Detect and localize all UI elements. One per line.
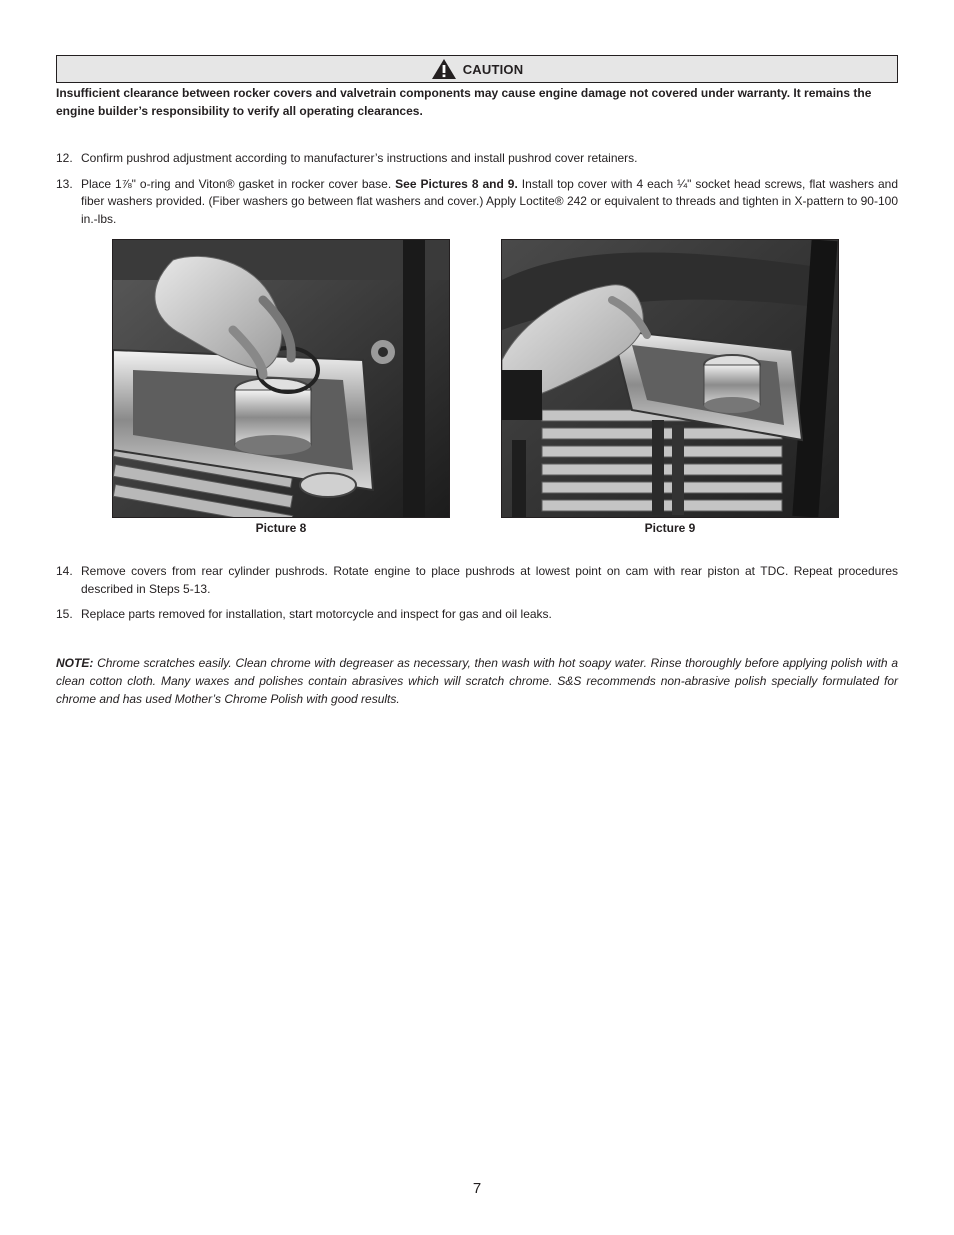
step-text-bold: See Pictures 8 and 9. bbox=[395, 176, 518, 191]
step-14 bbox=[56, 563, 898, 598]
caution-text: Insufficient clearance between rocker covers and valvetrain components may cause engine damage not covered under warranty. It remains the engine builder’s responsibility to verify all operating clearances. bbox=[56, 86, 872, 118]
caution-title: CAUTION bbox=[462, 61, 524, 77]
steps-list-a bbox=[56, 150, 898, 236]
step-number: 12. bbox=[56, 151, 73, 165]
chrome-care-note bbox=[56, 654, 898, 708]
step-15 bbox=[56, 606, 898, 624]
steps-list-b bbox=[56, 563, 898, 632]
step-12 bbox=[56, 150, 898, 168]
step-13 bbox=[56, 176, 898, 229]
note-label: NOTE: bbox=[56, 656, 94, 670]
page-number: 7 bbox=[472, 1180, 482, 1197]
step-number: 14. bbox=[56, 564, 73, 578]
note-text: Chrome scratches easily. Clean chrome with degreaser as necessary, then wash with hot soapy water. Rinse thoroughly before applying polish with a clean cotton cloth. Many waxes and polishes contain abrasives which will scratch chrome. S&S recommends non-abrasive polish specially formulated for chrome and has used Mother’s Chrome Polish with good results. bbox=[56, 656, 898, 706]
step-text-part-b: Install top cover with 4 each ¼" socket head screws, flat washers and fiber washers provided. (Fiber washers go between flat washers and cover.) Apply Loctite® 242 or equivalent to threads and tighten in X-pattern to 90-100 in.-lbs. bbox=[81, 176, 899, 226]
picture-9-caption: Picture 9 bbox=[644, 521, 696, 535]
step-text: Replace parts removed for installation, start motorcycle and inspect for gas and oil leaks. bbox=[81, 607, 552, 621]
step-number: 15. bbox=[56, 607, 73, 621]
picture-8-photo bbox=[112, 239, 450, 518]
step-number: 13. bbox=[56, 176, 73, 191]
warning-triangle-icon bbox=[431, 58, 457, 80]
step-text-part-a: Place 1⅞" o-ring and Viton® gasket in rocker cover base. bbox=[81, 176, 396, 191]
picture-8-caption: Picture 8 bbox=[255, 521, 307, 535]
step-text: Remove covers from rear cylinder pushrods. Rotate engine to place pushrods at lowest point on cam with rear piston at TDC. Repeat procedures described in Steps 5-13. bbox=[81, 564, 898, 596]
picture-9-photo bbox=[501, 239, 839, 518]
step-text: Confirm pushrod adjustment according to manufacturer’s instructions and install pushrod cover retainers. bbox=[81, 151, 638, 165]
caution-header bbox=[56, 55, 898, 83]
